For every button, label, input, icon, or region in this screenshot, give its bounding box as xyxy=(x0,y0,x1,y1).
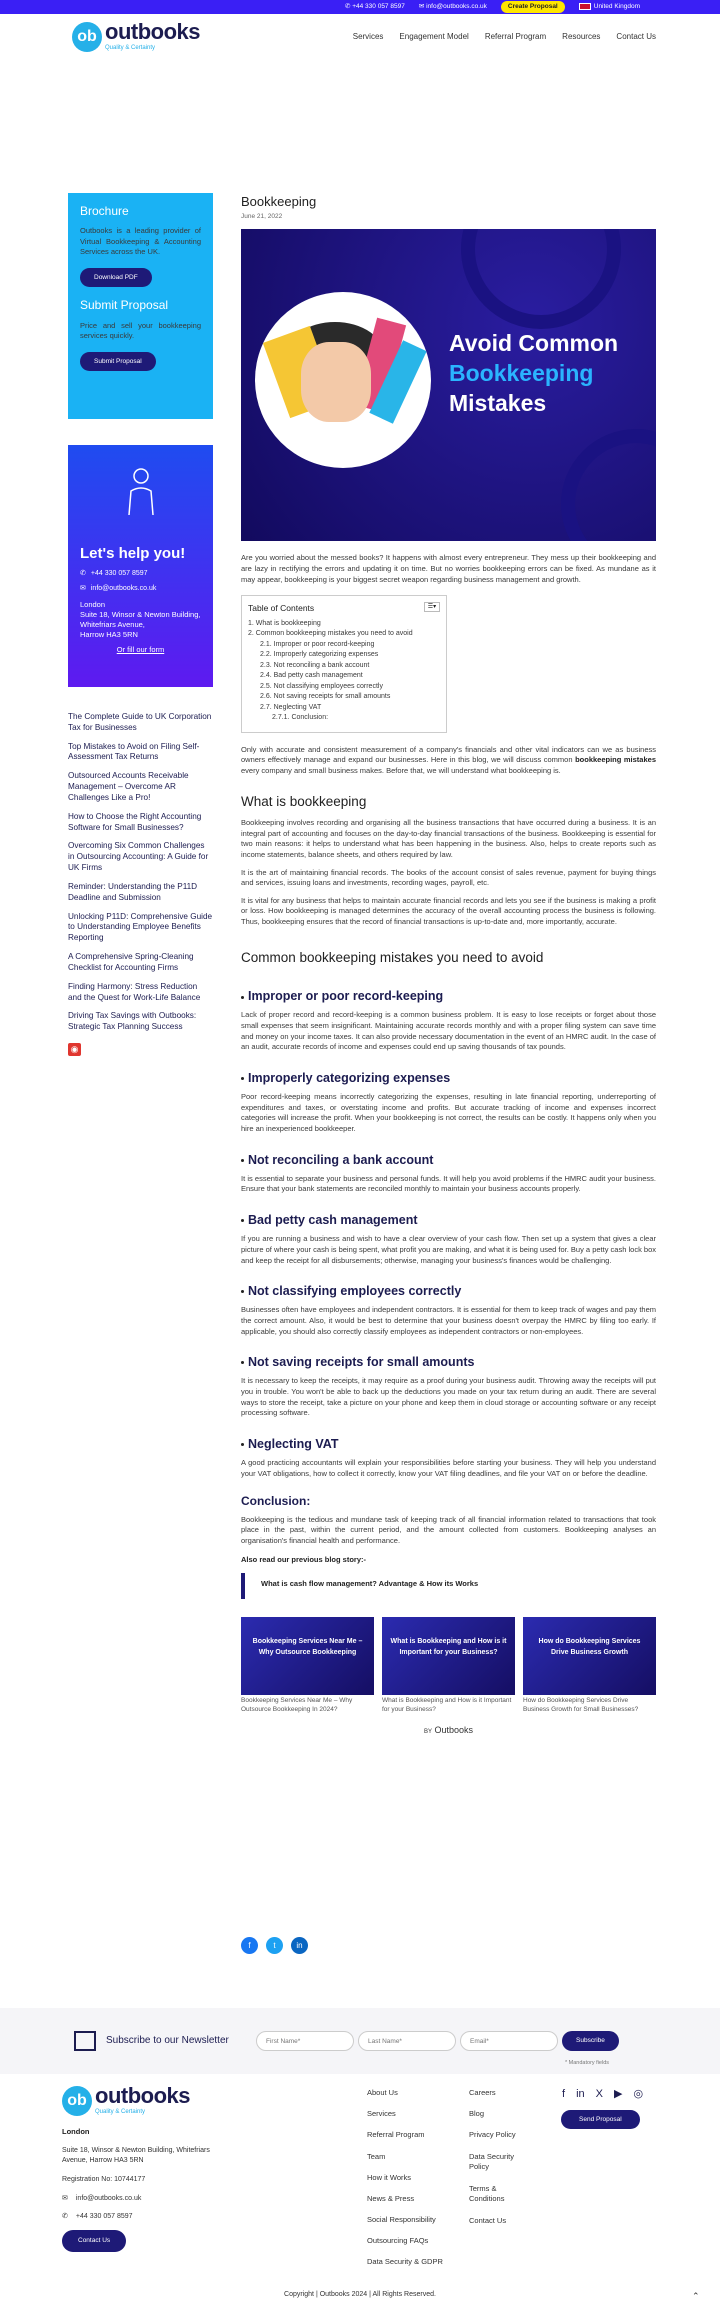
footer-links-col1 xyxy=(367,2088,477,2279)
newsletter-icon xyxy=(74,2031,96,2051)
mistake-heading xyxy=(241,1211,656,1229)
footer-link[interactable]: About Us xyxy=(367,2088,398,2097)
region-selector[interactable] xyxy=(579,2,640,11)
footer-address: Suite 18, Winsor & Newton Building, Whitefriars Avenue, Harrow HA3 5RN xyxy=(62,2146,210,2165)
brochure-title: Brochure xyxy=(80,204,129,218)
paragraph: It is vital for any business that helps to maintain accurate financial records and lets you see if the business is making a profit or loss. How bookkeeping is managed determines the accuracy of the overall accounting process the business is following. Thus, bookkeeping ensures that the record of financial transactions is up-to-date and, more importantly, accurate. xyxy=(241,895,656,927)
paragraph: Bookkeeping involves recording and organising all the business transactions that have occurred during a business. It is an integral part of accounting and focuses on the day-to-day financial transactions of the business. Bookkeeping is essential for two main reasons: it helps to understand what has been happening in the business. Also, helps to create reports such as income statements, balance sheets, and others required by law. xyxy=(241,817,656,859)
uk-flag-icon xyxy=(579,3,591,10)
help-card xyxy=(68,445,213,687)
mistake-heading-text: Neglecting VAT xyxy=(248,1436,339,1451)
email-input[interactable] xyxy=(460,2031,558,2051)
brochure-text: Outbooks is a leading provider of Virtual Bookkeeping & Accounting Services across the UK. xyxy=(80,226,201,257)
help-phone[interactable] xyxy=(80,569,201,579)
bullet-icon xyxy=(241,1219,244,1222)
recent-post-link[interactable]: Reminder: Understanding the P11D Deadline and Submission xyxy=(68,881,198,902)
author-name[interactable]: Outbooks xyxy=(434,1725,474,1736)
mandatory-note: * Mandatory fields xyxy=(565,2060,610,2066)
footer-phone[interactable] xyxy=(62,2212,222,2222)
conclusion-heading: Conclusion: xyxy=(241,1494,311,1509)
bookkeeping-mistakes-link[interactable]: bookkeeping mistakes xyxy=(575,755,656,765)
paragraph: If you are running a business and wish to have a clear overview of your cash flow. Then set up a system that gives a clear picture of where your cash is being spent, what profit you are making, and what it is being used for. Buy a petty cash lock box and keep the receipt for all disbursements; otherwise, managing your business's finances would be challenging. xyxy=(241,1234,656,1265)
logo-word: outbooks xyxy=(105,19,200,45)
nav-contact-us[interactable]: Contact Us xyxy=(616,32,656,42)
logo-tagline: Quality & Certainty xyxy=(105,45,156,52)
toc-link[interactable]: 2.1. Improper or poor record-keeping xyxy=(260,640,375,648)
recent-post-link[interactable]: A Comprehensive Spring-Cleaning Checklist for Accounting Firms xyxy=(68,952,194,972)
toc-link[interactable]: 2.3. Not reconciling a bank account xyxy=(260,661,370,669)
toc-title: Table of Contents xyxy=(248,603,315,614)
help-phone-text: +44 330 057 8597 xyxy=(90,569,148,577)
hero-line-2: Bookkeeping xyxy=(449,360,594,387)
toc-link[interactable]: 2.7.1. Conclusion: xyxy=(272,714,329,721)
phone-link[interactable]: ✆ +44 330 057 8597 xyxy=(344,3,405,11)
footer-link[interactable]: Services xyxy=(367,2109,396,2119)
first-name-input[interactable] xyxy=(256,2031,354,2051)
nav-referral-program[interactable]: Referral Program xyxy=(484,32,547,42)
scroll-top-icon[interactable]: ⌃ xyxy=(692,2291,700,2301)
copyright: Copyright | Outbooks 2024 | All Rights Reserved. xyxy=(284,2291,436,2298)
facebook-icon[interactable]: f xyxy=(562,2088,566,2100)
mistake-heading-text: Bad petty cash management xyxy=(248,1213,418,1228)
paragraph: It is essential to separate your business and personal funds. It will help you avoid problems if the HMRC audit your business. Ensure that your bank statements are reconciled monthly to maintain your business accounts properly. xyxy=(241,1173,656,1194)
last-name-input[interactable] xyxy=(358,2031,456,2051)
related-post-image xyxy=(382,1617,515,1695)
rss-icon[interactable]: ◉ xyxy=(68,1043,81,1056)
phone-icon: ✆ xyxy=(62,2213,68,2221)
instagram-icon[interactable]: ◎ xyxy=(633,2088,644,2100)
mistake-heading xyxy=(241,1282,656,1300)
related-image-text: Bookkeeping Services Near Me – Why Outsource Bookkeeping xyxy=(252,1638,363,1656)
related-posts xyxy=(241,1617,656,1714)
recent-post-link[interactable]: Unlocking P11D: Comprehensive Guide to Understanding Employee Benefits Reporting xyxy=(68,911,213,943)
footer-link[interactable]: Referral Program xyxy=(367,2130,425,2140)
nav-services[interactable]: Services xyxy=(352,32,384,42)
email-link[interactable]: ✉ info@outbooks.co.uk xyxy=(418,3,487,11)
related-post-title[interactable]: How do Bookkeeping Services Drive Business Growth for Small Businesses? xyxy=(523,1697,639,1713)
mistake-heading xyxy=(241,1353,656,1371)
twitter-share-icon[interactable]: t xyxy=(266,1937,283,1954)
create-proposal-button[interactable]: Create Proposal xyxy=(501,1,565,12)
registration-number: Registration No: 10744177 xyxy=(62,2176,146,2184)
toc-link[interactable]: 2.7. Neglecting VAT xyxy=(260,703,322,711)
footer-email-text: info@outbooks.co.uk xyxy=(75,2195,142,2203)
mail-icon: ✉ xyxy=(80,584,86,592)
recent-post-link[interactable]: Overcoming Six Common Challenges in Outsourcing Accounting: A Guide for UK Firms xyxy=(68,841,209,873)
bullet-icon xyxy=(241,1361,244,1364)
footer-link[interactable]: Data Security & GDPR xyxy=(367,2257,443,2267)
previous-story-link[interactable]: What is cash flow management? Advantage & How its Works xyxy=(241,1573,656,1599)
x-icon[interactable]: X xyxy=(595,2088,603,2100)
footer-city: London xyxy=(62,2126,90,2136)
footer-social xyxy=(562,2087,643,2103)
toc-link[interactable]: 2.4. Bad petty cash management xyxy=(260,672,363,679)
footer-link[interactable]: Careers xyxy=(469,2088,496,2097)
conclusion-paragraph: Bookkeeping is the tedious and mundane task of keeping track of all financial information related to transactions that took place in the past, within the current period, and the amount collected from customers. Bookkeeping analyses an organisation's financial health and performance. xyxy=(241,1514,656,1545)
newsletter-label: Subscribe to our Newsletter xyxy=(106,2034,229,2046)
paragraph: It is necessary to keep the receipts, it may require as a proof during your business audit. Throwing away the receipts will put you in trouble. You won't be able to back up the deductions you made on your tax return during an audit. There are several ways to store the receipt, take a picture on your phone and keep them in cloud storage or accounting software or any receipt processing software. xyxy=(241,1376,656,1418)
article xyxy=(241,193,656,1737)
paragraph: It is the art of maintaining financial records. The books of the account consist of sales revenue, payment for buying things and services, issuing loans and investments, recording wages, payroll, etc. xyxy=(241,867,656,888)
byline-prefix: BY xyxy=(423,1729,432,1736)
toc-link[interactable]: 2.6. Not saving receipts for small amounts xyxy=(260,693,391,700)
help-email[interactable] xyxy=(80,584,201,594)
related-post-title[interactable]: What is Bookkeeping and How is it Important for your Business? xyxy=(382,1697,512,1713)
footer-link[interactable]: Contact Us xyxy=(469,2215,507,2225)
bullet-icon xyxy=(241,1077,244,1080)
footer-link[interactable]: Outsourcing FAQs xyxy=(367,2236,429,2246)
related-post-image xyxy=(523,1617,656,1695)
hero-line-1: Avoid Common xyxy=(449,330,619,357)
bullet-icon xyxy=(241,1159,244,1162)
paragraph: Businesses often have employees and independent contractors. It is essential for them to keep track of wages and pay them the correct amount. Also, it would be best to determine that your business doesn't overpay the HMRC by filing too early. If applicable, you should also correctly classify employees as independent contractors or non-employees. xyxy=(241,1305,656,1336)
logo-word: outbooks xyxy=(95,2083,190,2108)
section-heading: What is bookkeeping xyxy=(241,794,367,810)
main-nav xyxy=(353,31,656,43)
submit-proposal-button[interactable]: Submit Proposal xyxy=(80,352,156,371)
linkedin-share-icon[interactable]: in xyxy=(291,1937,308,1954)
help-address: London Suite 18, Winsor & Newton Building, Whitefriars Avenue, Harrow HA3 5RN xyxy=(80,600,201,640)
footer-links-col2 xyxy=(469,2088,531,2237)
table-of-contents xyxy=(241,595,447,732)
recent-posts xyxy=(68,712,213,1056)
logo-mark-icon: ob xyxy=(72,22,102,52)
decor-ring xyxy=(561,429,656,541)
phone-text: +44 330 057 8597 xyxy=(352,3,405,11)
footer-link[interactable]: Data Security Policy xyxy=(469,2151,515,2172)
mistake-heading-text: Not reconciling a bank account xyxy=(248,1152,434,1167)
author-byline xyxy=(241,1724,656,1737)
footer-link[interactable]: Team xyxy=(367,2151,386,2161)
footer-logo[interactable] xyxy=(62,2085,222,2117)
help-title: Let's help you! xyxy=(80,545,186,562)
site-header xyxy=(0,14,720,60)
article-date: June 21, 2022 xyxy=(241,212,283,220)
hero-face xyxy=(301,342,371,422)
contact-us-button[interactable]: Contact Us xyxy=(62,2230,126,2251)
mail-icon: ✉ xyxy=(62,2195,68,2203)
linkedin-icon[interactable]: in xyxy=(576,2088,585,2100)
paragraph: A good practicing accountants will explain your responsibilities before starting your business. They will help you understand your VAT obligations, how to collect it correctly, know your VAT filing deadlines, and file your VAT on or before the deadline. xyxy=(241,1458,656,1478)
toc-link[interactable]: 2.5. Not classifying employees correctly xyxy=(260,682,383,690)
decor-ring xyxy=(461,229,621,329)
top-bar xyxy=(0,0,720,14)
article-title: Bookkeeping xyxy=(241,194,317,209)
related-post-title[interactable]: Bookkeeping Services Near Me – Why Outsource Bookkeeping In 2024? xyxy=(241,1697,353,1713)
recent-post-link[interactable]: Driving Tax Savings with Outbooks: Strategic Tax Planning Success xyxy=(68,1011,197,1032)
subscribe-button[interactable]: Subscribe xyxy=(562,2031,619,2050)
help-email-text: info@outbooks.co.uk xyxy=(90,584,157,592)
email-text: info@outbooks.co.uk xyxy=(426,3,487,11)
recent-post-link[interactable]: How to Choose the Right Accounting Software for Small Businesses? xyxy=(68,811,202,832)
footer-link[interactable]: Social Responsibility xyxy=(367,2215,436,2225)
mistake-heading xyxy=(241,1435,656,1453)
related-post[interactable] xyxy=(241,1617,374,1714)
brochure-card xyxy=(68,193,213,419)
mistake-heading-text: Not classifying employees correctly xyxy=(248,1284,462,1299)
person-icon xyxy=(125,467,157,517)
intro-paragraph: Are you worried about the messed books? It happens with almost every entrepreneur. They mess up their bookkeeping and are lazy in rectifying the errors and updating it on time. But no worries bookkeeping errors can be fixed. As mundane as it may appear, bookkeeping is your biggest secret weapon regarding business management and growth. xyxy=(241,553,656,584)
share-buttons xyxy=(241,1937,308,1954)
mistake-heading xyxy=(241,987,656,1005)
youtube-icon[interactable]: ▶ xyxy=(613,2088,623,2100)
proposal-title: Submit Proposal xyxy=(80,298,169,313)
phone-icon: ✆ xyxy=(80,569,86,577)
proposal-text: Price and sell your bookkeeping services quickly. xyxy=(80,320,201,341)
footer-link[interactable]: News & Press xyxy=(367,2193,415,2203)
download-pdf-button[interactable]: Download PDF xyxy=(80,268,152,287)
footer-email[interactable] xyxy=(62,2194,222,2204)
mistake-heading xyxy=(241,1151,656,1169)
logo[interactable] xyxy=(72,21,200,53)
facebook-share-icon[interactable]: f xyxy=(241,1937,258,1954)
fill-form-link[interactable]: Or fill our form xyxy=(116,644,165,654)
mistake-heading-text: Improper or poor record-keeping xyxy=(248,989,444,1004)
mistake-heading-text: Not saving receipts for small amounts xyxy=(248,1355,475,1370)
mistake-heading xyxy=(241,1069,656,1087)
recent-post-link[interactable]: Finding Harmony: Stress Reduction and the Quest for Work-Life Balance xyxy=(68,981,201,1002)
footer-phone-text: +44 330 057 8597 xyxy=(75,2213,133,2221)
bullet-icon xyxy=(241,996,244,999)
bullet-icon xyxy=(241,1290,244,1293)
toc-link[interactable]: 2.2. Improperly categorizing expenses xyxy=(260,651,379,658)
hero-image xyxy=(241,229,656,541)
toc-toggle-button[interactable]: ☰▾ xyxy=(424,602,440,612)
region-text: United Kingdom xyxy=(593,3,640,11)
footer-link[interactable]: How it Works xyxy=(367,2172,412,2182)
footer-contact xyxy=(62,2085,222,2252)
recent-post-link[interactable]: Outsourced Accounts Receivable Management – Overcome AR Challenges Like a Pro! xyxy=(68,771,189,802)
send-proposal-button[interactable]: Send Proposal xyxy=(561,2110,640,2129)
section-heading: Common bookkeeping mistakes you need to avoid xyxy=(241,949,544,965)
logo-mark-icon: ob xyxy=(62,2086,92,2116)
context-paragraph xyxy=(241,745,656,777)
related-post[interactable] xyxy=(523,1617,656,1714)
recent-post-link[interactable]: The Complete Guide to UK Corporation Tax for Businesses xyxy=(68,712,212,732)
mistake-heading-text: Improperly categorizing expenses xyxy=(248,1071,451,1085)
hero-photo xyxy=(255,292,431,468)
toc-link[interactable]: 2. Common bookkeeping mistakes you need to avoid xyxy=(248,630,413,637)
nav-engagement-model[interactable]: Engagement Model xyxy=(399,32,469,42)
footer-link[interactable]: Blog xyxy=(469,2109,485,2119)
related-image-text: What is Bookkeeping and How is it Important for your Business? xyxy=(390,1638,507,1656)
related-image-text: How do Bookkeeping Services Drive Business Growth xyxy=(538,1638,641,1656)
footer-link[interactable]: Privacy Policy xyxy=(469,2130,516,2140)
nav-resources[interactable]: Resources xyxy=(562,32,601,42)
related-post[interactable] xyxy=(382,1617,515,1714)
bullet-icon xyxy=(241,1443,244,1446)
logo-tagline: Quality & Certainty xyxy=(95,2109,146,2115)
hero-line-3: Mistakes xyxy=(449,390,547,417)
related-post-image xyxy=(241,1617,374,1695)
paragraph: Lack of proper record and record-keeping is a common business problem. It is easy to lose receipts or forget about those small expenses that seem insignificant. Maintaining accurate records monthly and with a proper filing system can save time and money on your income taxes. It can also provide necessary documentation in the event of an HMRC audit. In the case of an audit, accurate records of income and expenses could end up saving thousands of tax pounds. xyxy=(241,1010,656,1052)
context-text: Only with accurate and consistent measurement of a company's financials and other vital indicators can we as business owners effectively manage and expand our businesses. Here in this blog, we will discuss common xyxy=(241,744,656,765)
newsletter-bar xyxy=(0,2008,720,2074)
toc-link[interactable]: 1. What is bookkeeping xyxy=(248,619,321,627)
also-read-label: Also read our previous blog story:- xyxy=(241,1554,367,1564)
context-text: every company and small business makes. Before that, we will understand what bookkeeping is. xyxy=(241,765,561,775)
footer-link[interactable]: Terms & Conditions xyxy=(469,2183,505,2204)
recent-post-link[interactable]: Top Mistakes to Avoid on Filing Self-Assessment Tax Returns xyxy=(68,741,200,762)
paragraph: Poor record-keeping means incorrectly categorizing the expenses, resulting in late financial reporting, underreporting of expenditures and taxes, or overstating income and profits. But accurate tracking of income and expenses incorrect categories will increase the profit. When your bookkeeping is not correct, the results can be costly. It happens only when you hire an inexperienced bookkeeper. xyxy=(241,1092,656,1134)
